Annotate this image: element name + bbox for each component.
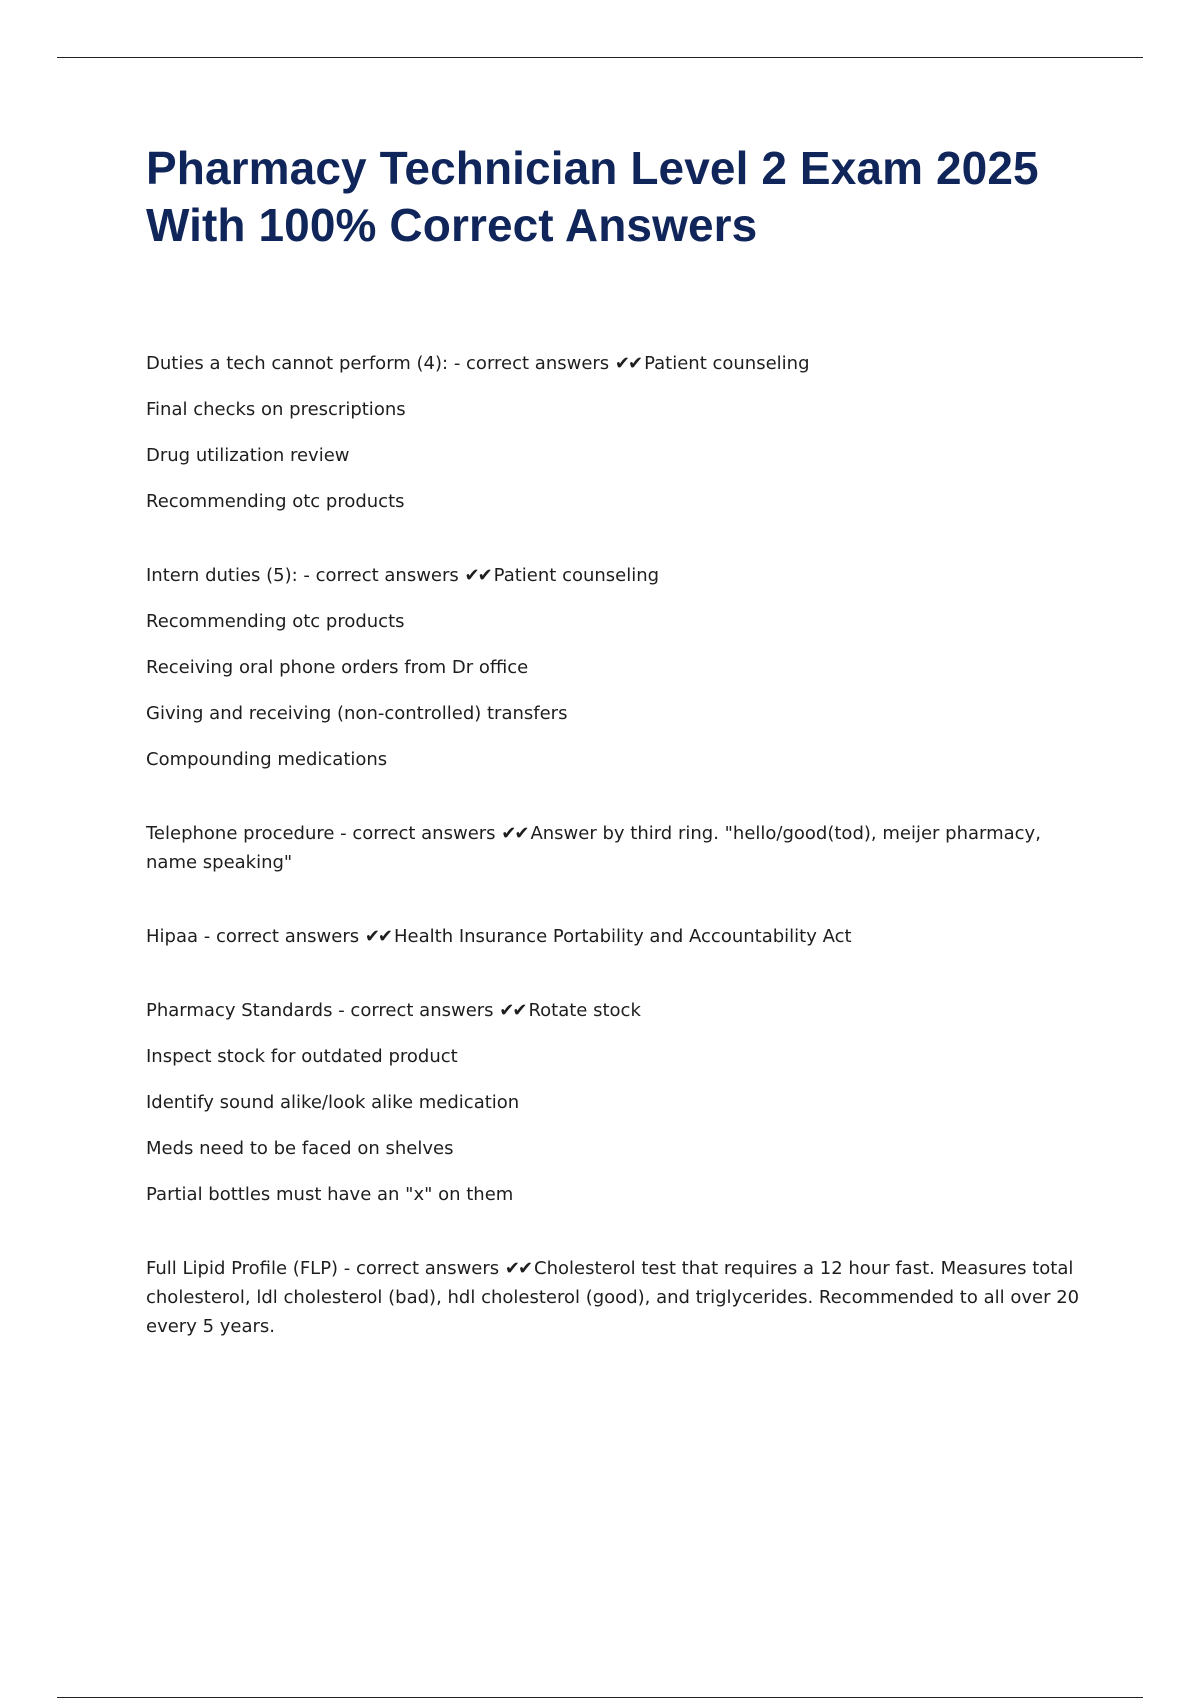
answer-text: Answer by third ring. "hello/good(tod), meijer pharmacy, name speaking"	[146, 823, 1041, 873]
qa-question-line	[146, 349, 1096, 378]
answer-line: Inspect stock for outdated product	[146, 1046, 458, 1067]
check-marks-icon: ✔✔	[501, 823, 528, 844]
qa-entry-standards	[146, 996, 1096, 1209]
question-text: Hipaa - correct answers	[146, 926, 365, 947]
check-marks-icon: ✔✔	[504, 1258, 532, 1279]
answer-text: Cholesterol test that requires a 12 hour fast. Measures total cholesterol, ldl cholesterol (bad), hdl cholesterol (good), and triglycerides. Recommended to all over 20 every 5 years.	[146, 1258, 1080, 1337]
answer-text: Health Insurance Portability and Accountability Act	[394, 926, 852, 947]
qa-entry-intern-duties	[146, 561, 1096, 774]
title-line-1: Pharmacy Technician Level 2 Exam 2025	[146, 142, 1039, 194]
answer-text: Patient counseling	[644, 353, 810, 374]
answer-line: Recommending otc products	[146, 491, 405, 512]
check-marks-icon: ✔✔	[464, 565, 491, 586]
qa-list	[146, 349, 1096, 1341]
qa-question-line	[146, 819, 1096, 877]
question-text: Full Lipid Profile (FLP) - correct answers	[146, 1258, 505, 1279]
answer-text: Rotate stock	[528, 1000, 641, 1021]
answer-line: Recommending otc products	[146, 611, 405, 632]
question-text: Duties a tech cannot perform (4): - correct answers	[146, 353, 615, 374]
answer-line: Final checks on prescriptions	[146, 399, 406, 420]
question-text: Intern duties (5): - correct answers	[146, 565, 465, 586]
qa-entry-hipaa	[146, 922, 1096, 951]
qa-entry-telephone	[146, 819, 1096, 877]
document-page	[146, 140, 1096, 1386]
check-marks-icon: ✔✔	[499, 1000, 526, 1021]
qa-question-line	[146, 996, 1096, 1025]
header-rule	[57, 57, 1143, 58]
answer-line: Meds need to be faced on shelves	[146, 1138, 454, 1159]
qa-entry-lipid-profile	[146, 1254, 1096, 1341]
answer-text: Patient counseling	[493, 565, 660, 586]
qa-question-line	[146, 1254, 1096, 1341]
check-marks-icon: ✔✔	[614, 353, 642, 374]
answer-line: Drug utilization review	[146, 445, 350, 466]
question-text: Telephone procedure - correct answers	[146, 823, 502, 844]
answer-line: Identify sound alike/look alike medication	[146, 1092, 520, 1113]
answer-line: Partial bottles must have an "x" on them	[146, 1184, 514, 1205]
qa-question-line	[146, 922, 1096, 951]
answer-line: Compounding medications	[146, 749, 388, 770]
answer-line: Giving and receiving (non-controlled) transfers	[146, 703, 568, 724]
qa-question-line	[146, 561, 1096, 590]
title-line-2: With 100% Correct Answers	[146, 199, 758, 251]
qa-entry-tech-duties	[146, 349, 1096, 516]
answer-line: Receiving oral phone orders from Dr office	[146, 657, 529, 678]
document-title	[146, 140, 1096, 254]
question-text: Pharmacy Standards - correct answers	[146, 1000, 500, 1021]
check-marks-icon: ✔✔	[364, 926, 391, 947]
footer-rule	[57, 1697, 1143, 1698]
